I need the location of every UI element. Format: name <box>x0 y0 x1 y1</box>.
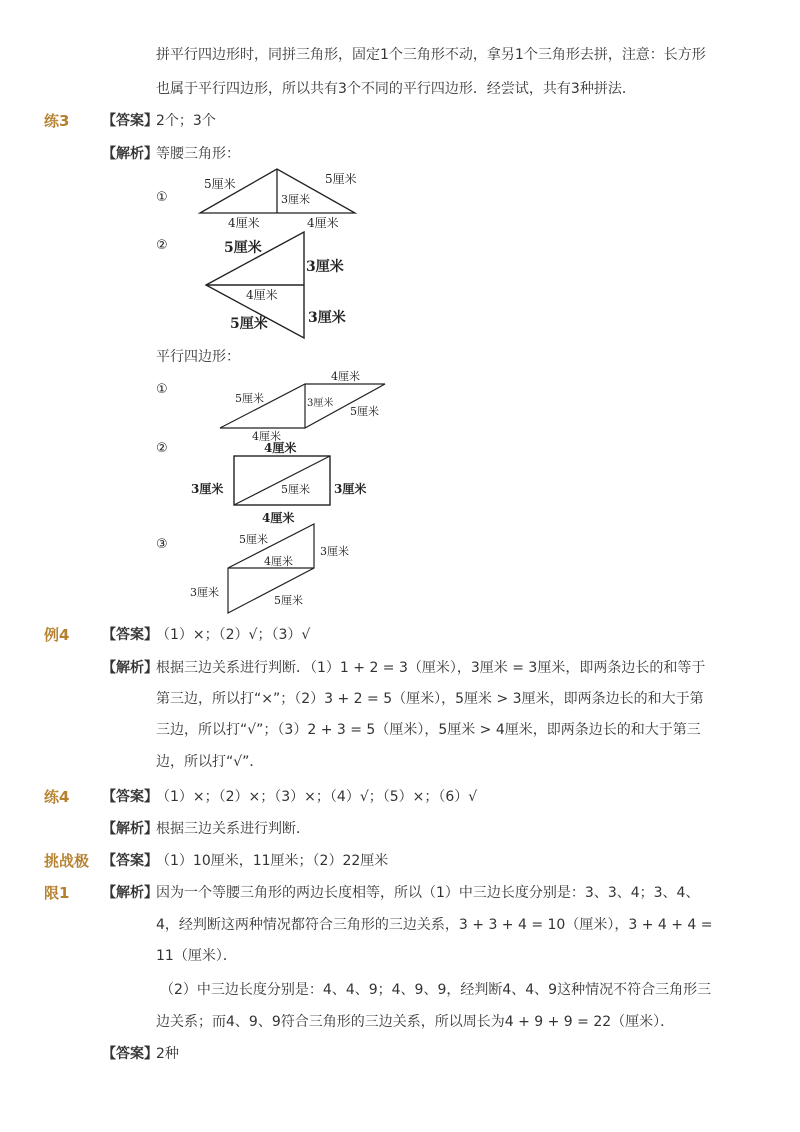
intro-line-1: 拼平行四边形时，同拼三角形，固定1个三角形不动，拿另1个三角形去拼，注意：长方形 <box>156 47 706 63</box>
rect-diagonal-label: 5厘米 <box>281 483 310 496</box>
lian3-answer-label: 【答案】 <box>102 113 158 129</box>
challenge-answer-2: 2种 <box>156 1046 179 1062</box>
rect-top-label: 4厘米 <box>264 441 297 455</box>
parallelogram-head: 平行四边形： <box>156 349 240 365</box>
parallelogram-figure-1 <box>215 368 390 444</box>
iso1-base-right-label: 4厘米 <box>307 216 339 230</box>
para3-left-label: 3厘米 <box>190 586 219 599</box>
rect-right-label: 3厘米 <box>334 482 367 496</box>
challenge-answer-label: 【答案】 <box>102 853 158 869</box>
challenge-analysis-line-2: 4，经判断这两种情况都符合三角形的三边关系，3 + 3 + 4 = 10（厘米），3 + 4 + 4 = <box>156 917 713 933</box>
para1-left-label: 5厘米 <box>235 392 264 405</box>
rectangle-diagonal <box>234 456 330 505</box>
lian3-answer: 2个；3个 <box>156 113 216 129</box>
circle-3-parallelogram: ③ <box>156 537 168 552</box>
lian3-analysis-label: 【解析】 <box>102 146 158 162</box>
para1-right-label: 5厘米 <box>350 405 379 418</box>
li4-answer-label: 【答案】 <box>102 627 158 643</box>
intro-line-2: 也属于平行四边形，所以共有3个不同的平行四边形．经尝试，共有3种拼法． <box>156 81 636 97</box>
challenge-answer2-label: 【答案】 <box>102 1046 158 1062</box>
circle-1-isosceles: ① <box>156 190 168 205</box>
li4-answer: （1）×；（2）√；（3）√ <box>156 627 311 643</box>
parallelogram-figure-2 <box>188 438 378 530</box>
lian4-analysis: 根据三边关系进行判断． <box>156 821 310 837</box>
li4-analysis-label: 【解析】 <box>102 660 158 676</box>
challenge-tag-part-2: 限1 <box>44 884 70 902</box>
li4-tag: 例4 <box>44 626 70 644</box>
lian4-tag: 练4 <box>44 788 70 806</box>
lian4-answer: （1）×；（2）×；（3）×；（4）√；（5）×；（6）√ <box>156 789 478 805</box>
iso2-bottom-right-label: 3厘米 <box>308 310 346 326</box>
iso2-top-left-label: 5厘米 <box>224 240 262 256</box>
iso1-base-left-label: 4厘米 <box>228 216 260 230</box>
challenge-analysis-line-3: 11（厘米）． <box>156 948 237 964</box>
iso1-right-label: 5厘米 <box>325 172 357 186</box>
iso1-left-label: 5厘米 <box>204 177 236 191</box>
challenge-answer: （1）10厘米，11厘米；（2）22厘米 <box>156 853 389 869</box>
para1-top-label: 4厘米 <box>331 370 360 383</box>
circle-2-isosceles: ② <box>156 238 168 253</box>
lian4-analysis-label: 【解析】 <box>102 821 158 837</box>
li4-analysis-line-1: 根据三边关系进行判断．（1）1 + 2 = 3（厘米），3厘米 = 3厘米，即两条边长的和等于 <box>156 660 706 676</box>
rect-bottom-label: 4厘米 <box>262 511 295 525</box>
li4-analysis-line-3: 三边，所以打“√”；（3）2 + 3 = 5（厘米），5厘米 > 4厘米，即两条边长的和大于第三 <box>156 722 701 738</box>
iso2-height-label: 4厘米 <box>246 288 278 302</box>
lian4-answer-label: 【答案】 <box>102 789 158 805</box>
para1-bottom-label: 4厘米 <box>252 430 281 443</box>
parallelogram-figure-3 <box>186 520 366 616</box>
para3-right-label: 3厘米 <box>320 545 349 558</box>
challenge-analysis-line-1: 因为一个等腰三角形的两边长度相等，所以（1）中三边长度分别是：3、3、4；3、4、 <box>156 885 700 901</box>
iso1-height-label: 3厘米 <box>281 193 310 206</box>
li4-analysis-line-2: 第三边，所以打“×”；（2）3 + 2 = 5（厘米），5厘米 > 3厘米，即两条边长的和大于第 <box>156 691 704 707</box>
para1-middle-label: 3厘米 <box>307 398 334 409</box>
rect-left-label: 3厘米 <box>191 482 224 496</box>
para3-lower-label: 5厘米 <box>274 594 303 607</box>
challenge-analysis-line-5: 边关系；而4、9、9符合三角形的三边关系，所以周长为4 + 9 + 9 = 22（厘米）． <box>156 1014 675 1030</box>
lian3-analysis-head: 等腰三角形： <box>156 146 240 162</box>
isosceles-figure-2 <box>200 228 360 344</box>
circle-1-parallelogram: ① <box>156 382 168 397</box>
circle-2-parallelogram: ② <box>156 441 168 456</box>
para3-middle-label: 4厘米 <box>264 555 293 568</box>
challenge-analysis-line-4: （2）中三边长度分别是：4、4、9；4、9、9，经判断4、4、9这种情况不符合三角形三 <box>160 982 712 998</box>
challenge-tag-part-1: 挑战极 <box>44 852 90 870</box>
iso2-bottom-left-label: 5厘米 <box>230 316 268 332</box>
iso2-top-right-label: 3厘米 <box>306 259 344 275</box>
isosceles-figure-1 <box>195 165 365 233</box>
li4-analysis-line-4: 边，所以打“√”． <box>156 754 264 770</box>
challenge-analysis-label: 【解析】 <box>102 885 158 901</box>
para3-upper-label: 5厘米 <box>239 533 268 546</box>
lian3-tag: 练3 <box>44 112 70 130</box>
